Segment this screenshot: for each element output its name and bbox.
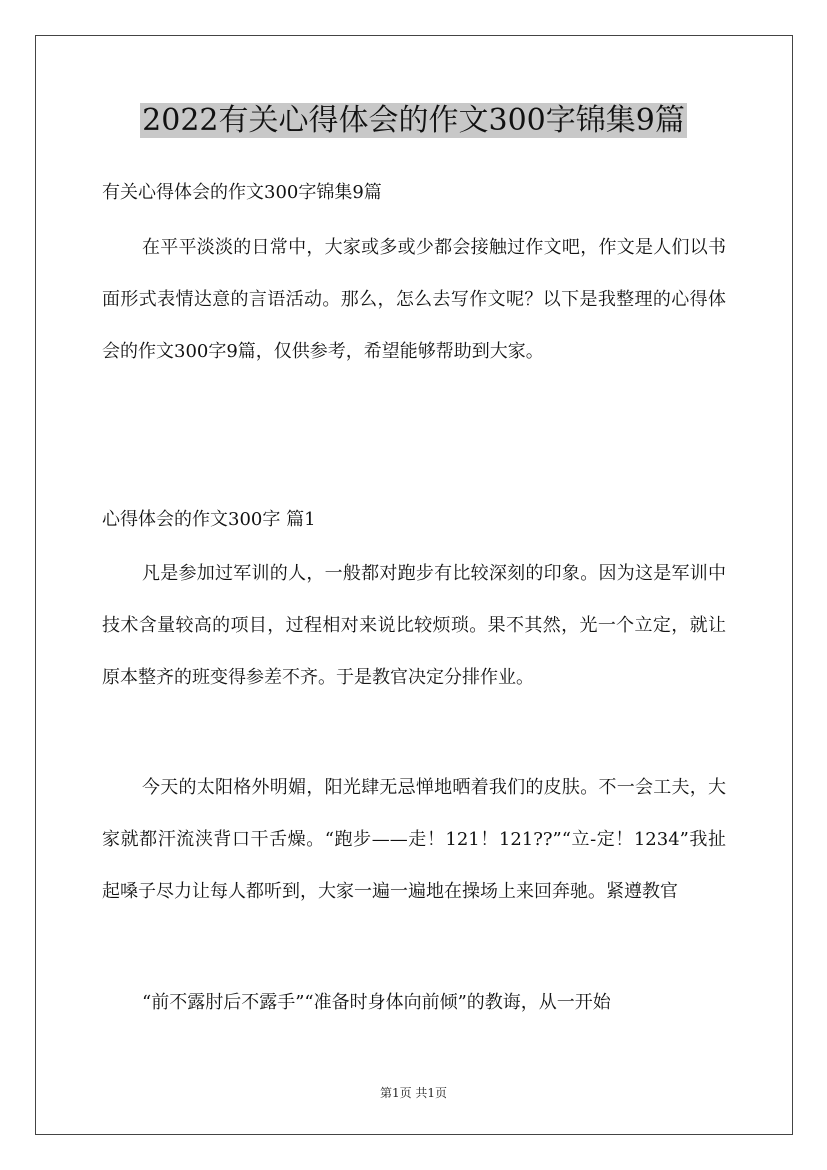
document-title: [0, 100, 827, 142]
section-paragraph: “前不露肘后不露手”“准备时身体向前倾”的教诲，从一开始: [142, 992, 611, 1013]
document-title-text: 2022有关心得体会的作文300字锦集9篇: [142, 103, 685, 138]
section-heading: 心得体会的作文300字 篇1: [102, 509, 316, 530]
section-paragraph: 凡是参加过军训的人，一般都对跑步有比较深刻的印象。因为这是军训中技术含量较高的项目，过程相对来说比较烦琐。果不其然，光一个立定，就让原本整齐的班变得参差不齐。于是教官决定分排作业。: [102, 563, 726, 688]
page-number: 第1页 共1页: [379, 1086, 448, 1100]
document-subtitle: 有关心得体会的作文300字锦集9篇: [102, 182, 382, 203]
section-paragraph: 今天的太阳格外明媚，阳光肆无忌惮地晒着我们的皮肤。不一会工夫，大家就都汗流浃背口干舌燥。“跑步——走！121！121??”“立-定！1234”我扯起嗓子尽力让每人都听到，大家一遍一遍地在操场上来回奔驰。紧遵教官: [102, 777, 726, 902]
intro-paragraph: 在平平淡淡的日常中，大家或多或少都会接触过作文吧，作文是人们以书面形式表情达意的言语活动。那么，怎么去写作文呢？以下是我整理的心得体会的作文300字9篇，仅供参考，希望能够帮助到大家。: [102, 237, 726, 362]
